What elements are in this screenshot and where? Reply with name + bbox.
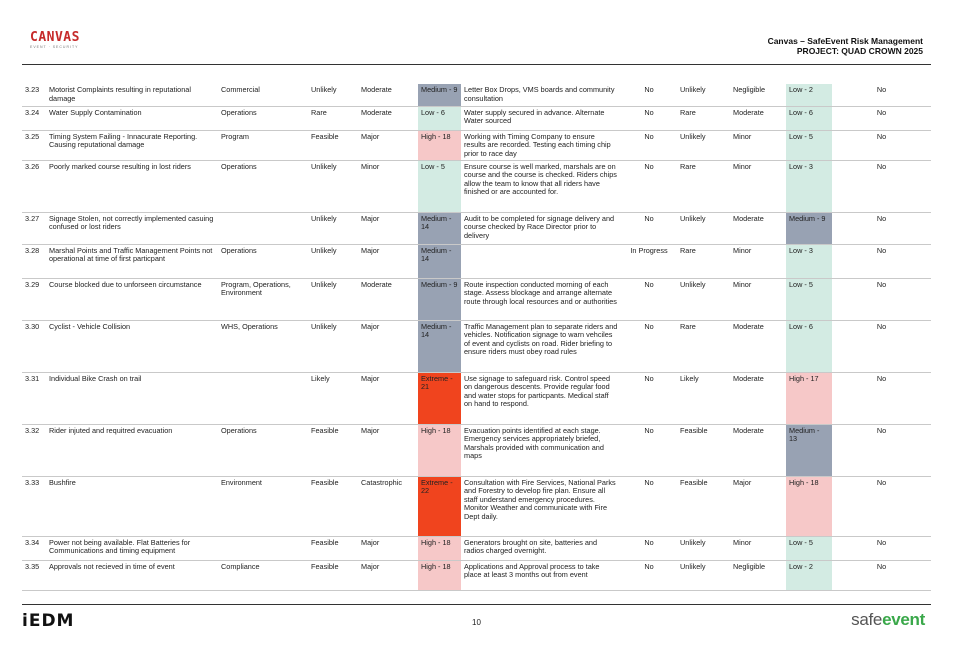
row-id: 3.24 bbox=[22, 106, 46, 130]
residual-rating: Low - 5 bbox=[786, 536, 832, 560]
residual-likelihood: Feasible bbox=[677, 476, 730, 536]
residual-likelihood: Rare bbox=[677, 106, 730, 130]
inherent-rating: Extreme - 21 bbox=[418, 372, 461, 424]
consequence: Moderate bbox=[358, 278, 418, 320]
further-action: In Progress bbox=[621, 244, 677, 278]
residual-consequence: Minor bbox=[730, 130, 786, 160]
further-action: No bbox=[621, 212, 677, 244]
likelihood: Unlikely bbox=[308, 278, 358, 320]
table-row bbox=[22, 106, 931, 130]
residual-likelihood: Unlikely bbox=[677, 130, 730, 160]
consequence: Moderate bbox=[358, 84, 418, 106]
further-action: No bbox=[621, 424, 677, 476]
accepted: No bbox=[832, 84, 931, 106]
inherent-rating: High - 18 bbox=[418, 560, 461, 590]
risk-description: Cyclist - Vehicle Collision bbox=[46, 320, 218, 372]
control-measures: Evacuation points identified at each stage. Emergency services appropriately briefed, Marshals provided with communication and maps bbox=[461, 424, 621, 476]
residual-rating: Low - 6 bbox=[786, 320, 832, 372]
risk-category: Operations bbox=[218, 424, 308, 476]
row-id: 3.28 bbox=[22, 244, 46, 278]
likelihood: Feasible bbox=[308, 560, 358, 590]
consequence: Major bbox=[358, 244, 418, 278]
row-id: 3.29 bbox=[22, 278, 46, 320]
accepted: No bbox=[832, 160, 931, 212]
risk-description: Signage Stolen, not correctly implemented casuing confused or lost riders bbox=[46, 212, 218, 244]
risk-category: Operations bbox=[218, 106, 308, 130]
likelihood: Unlikely bbox=[308, 84, 358, 106]
control-measures: Use signage to safeguard risk. Control speed on dangerous descents. Provide regular food and water stops for particpants. Medical staff on hand to respond. bbox=[461, 372, 621, 424]
table-row bbox=[22, 320, 931, 372]
inherent-rating: Low - 6 bbox=[418, 106, 461, 130]
likelihood: Unlikely bbox=[308, 320, 358, 372]
likelihood: Feasible bbox=[308, 424, 358, 476]
control-measures: Applications and Approval process to take place at least 3 months out from event bbox=[461, 560, 621, 590]
risk-category: Compliance bbox=[218, 560, 308, 590]
consequence: Major bbox=[358, 212, 418, 244]
accepted: No bbox=[832, 278, 931, 320]
accepted: No bbox=[832, 106, 931, 130]
consequence: Major bbox=[358, 560, 418, 590]
likelihood: Feasible bbox=[308, 130, 358, 160]
residual-rating: High - 17 bbox=[786, 372, 832, 424]
table-row bbox=[22, 560, 931, 590]
likelihood: Unlikely bbox=[308, 244, 358, 278]
footer-divider bbox=[22, 604, 931, 605]
residual-consequence: Minor bbox=[730, 244, 786, 278]
accepted: No bbox=[832, 320, 931, 372]
risk-description: Timing System Failing - Innacurate Reporting. Causing reputational damage bbox=[46, 130, 218, 160]
likelihood: Unlikely bbox=[308, 212, 358, 244]
risk-category: Operations bbox=[218, 244, 308, 278]
residual-rating: Low - 6 bbox=[786, 106, 832, 130]
table-row bbox=[22, 160, 931, 212]
residual-likelihood: Unlikely bbox=[677, 278, 730, 320]
residual-rating: Low - 2 bbox=[786, 84, 832, 106]
row-id: 3.23 bbox=[22, 84, 46, 106]
risk-category bbox=[218, 536, 308, 560]
accepted: No bbox=[832, 130, 931, 160]
brand-part-event: event bbox=[882, 610, 925, 629]
table-row bbox=[22, 278, 931, 320]
risk-description: Poorly marked course resulting in lost riders bbox=[46, 160, 218, 212]
residual-rating: Low - 2 bbox=[786, 560, 832, 590]
residual-likelihood: Rare bbox=[677, 244, 730, 278]
logo-text: CANVAS bbox=[30, 30, 80, 45]
risk-description: Individual Bike Crash on trail bbox=[46, 372, 218, 424]
likelihood: Feasible bbox=[308, 536, 358, 560]
consequence: Major bbox=[358, 424, 418, 476]
residual-rating: Low - 3 bbox=[786, 160, 832, 212]
risk-category: Program, Operations, Environment bbox=[218, 278, 308, 320]
risk-category bbox=[218, 212, 308, 244]
iedm-logo: iEDM bbox=[22, 611, 75, 631]
inherent-rating: High - 18 bbox=[418, 424, 461, 476]
residual-likelihood: Feasible bbox=[677, 424, 730, 476]
control-measures: Traffic Management plan to separate riders and vehicles. Notification signage to warn vehciles of event and cyclists on road. Rider briefing to ensure riders must obey road rules bbox=[461, 320, 621, 372]
further-action: No bbox=[621, 278, 677, 320]
page-number: 10 bbox=[472, 618, 481, 627]
consequence: Minor bbox=[358, 160, 418, 212]
further-action: No bbox=[621, 130, 677, 160]
likelihood: Feasible bbox=[308, 476, 358, 536]
residual-likelihood: Unlikely bbox=[677, 560, 730, 590]
risk-category: Operations bbox=[218, 160, 308, 212]
risk-category bbox=[218, 372, 308, 424]
inherent-rating: Medium - 14 bbox=[418, 320, 461, 372]
further-action: No bbox=[621, 476, 677, 536]
residual-consequence: Minor bbox=[730, 278, 786, 320]
risk-register-table bbox=[22, 84, 931, 591]
row-id: 3.26 bbox=[22, 160, 46, 212]
header-divider bbox=[22, 64, 931, 65]
table-row bbox=[22, 244, 931, 278]
table-row bbox=[22, 476, 931, 536]
residual-likelihood: Unlikely bbox=[677, 212, 730, 244]
accepted: No bbox=[832, 536, 931, 560]
risk-description: Bushfire bbox=[46, 476, 218, 536]
table-row bbox=[22, 84, 931, 106]
accepted: No bbox=[832, 372, 931, 424]
risk-description: Power not being available. Flat Batteries for Communications and timing equipment bbox=[46, 536, 218, 560]
accepted: No bbox=[832, 424, 931, 476]
further-action: No bbox=[621, 160, 677, 212]
risk-description: Course blocked due to unforseen circumstance bbox=[46, 278, 218, 320]
residual-likelihood: Unlikely bbox=[677, 84, 730, 106]
document-title: Canvas – SafeEvent Risk Management bbox=[767, 36, 923, 46]
project-title: PROJECT: QUAD CROWN 2025 bbox=[796, 46, 923, 56]
residual-rating: Low - 3 bbox=[786, 244, 832, 278]
page-header bbox=[0, 0, 953, 66]
canvas-logo bbox=[30, 31, 80, 49]
further-action: No bbox=[621, 536, 677, 560]
risk-description: Rider injuted and requitred evacuation bbox=[46, 424, 218, 476]
risk-description: Water Supply Contamination bbox=[46, 106, 218, 130]
control-measures: Audit to be completed for signage delivery and course checked by Race Director prior to delivery bbox=[461, 212, 621, 244]
risk-category: Environment bbox=[218, 476, 308, 536]
residual-consequence: Negligible bbox=[730, 84, 786, 106]
residual-consequence: Moderate bbox=[730, 372, 786, 424]
risk-description: Motorist Complaints resulting in reputational damage bbox=[46, 84, 218, 106]
risk-category: Commercial bbox=[218, 84, 308, 106]
inherent-rating: High - 18 bbox=[418, 536, 461, 560]
inherent-rating: Medium - 14 bbox=[418, 244, 461, 278]
likelihood: Likely bbox=[308, 372, 358, 424]
further-action: No bbox=[621, 560, 677, 590]
row-id: 3.34 bbox=[22, 536, 46, 560]
row-id: 3.25 bbox=[22, 130, 46, 160]
inherent-rating: Medium - 14 bbox=[418, 212, 461, 244]
table-row bbox=[22, 130, 931, 160]
residual-consequence: Minor bbox=[730, 536, 786, 560]
consequence: Major bbox=[358, 372, 418, 424]
table-row bbox=[22, 212, 931, 244]
inherent-rating: High - 18 bbox=[418, 130, 461, 160]
row-id: 3.27 bbox=[22, 212, 46, 244]
accepted: No bbox=[832, 212, 931, 244]
control-measures bbox=[461, 244, 621, 278]
safeevent-logo bbox=[851, 610, 925, 630]
consequence: Catastrophic bbox=[358, 476, 418, 536]
likelihood: Rare bbox=[308, 106, 358, 130]
residual-likelihood: Unlikely bbox=[677, 536, 730, 560]
further-action: No bbox=[621, 84, 677, 106]
control-measures: Consultation with Fire Services, National Parks and Forestry to develop fire plan. Ensure all staff understand emergency procedures. Monitor Weather and communicate with Fire Dept daily. bbox=[461, 476, 621, 536]
accepted: No bbox=[832, 244, 931, 278]
accepted: No bbox=[832, 560, 931, 590]
brand-part-safe: safe bbox=[851, 610, 883, 629]
risk-category: WHS, Operations bbox=[218, 320, 308, 372]
residual-consequence: Minor bbox=[730, 160, 786, 212]
risk-description: Marshal Points and Traffic Management Points not operational at time of first particpant bbox=[46, 244, 218, 278]
further-action: No bbox=[621, 372, 677, 424]
residual-likelihood: Rare bbox=[677, 320, 730, 372]
inherent-rating: Extreme - 22 bbox=[418, 476, 461, 536]
residual-consequence: Moderate bbox=[730, 320, 786, 372]
control-measures: Working with Timing Company to ensure results are recorded. Testing each timing chip prior to race day bbox=[461, 130, 621, 160]
residual-consequence: Moderate bbox=[730, 212, 786, 244]
control-measures: Letter Box Drops, VMS boards and community consultation bbox=[461, 84, 621, 106]
residual-rating: Medium - 9 bbox=[786, 212, 832, 244]
inherent-rating: Low - 5 bbox=[418, 160, 461, 212]
inherent-rating: Medium - 9 bbox=[418, 84, 461, 106]
likelihood: Unlikely bbox=[308, 160, 358, 212]
row-id: 3.32 bbox=[22, 424, 46, 476]
consequence: Major bbox=[358, 320, 418, 372]
control-measures: Ensure course is well marked, marshals are on course and the course is checked. Riders chips allow the team to know that all riders have finished or are accounted for. bbox=[461, 160, 621, 212]
row-id: 3.33 bbox=[22, 476, 46, 536]
inherent-rating: Medium - 9 bbox=[418, 278, 461, 320]
residual-likelihood: Rare bbox=[677, 160, 730, 212]
residual-consequence: Moderate bbox=[730, 106, 786, 130]
further-action: No bbox=[621, 106, 677, 130]
residual-rating: High - 18 bbox=[786, 476, 832, 536]
table-row bbox=[22, 424, 931, 476]
header-titles bbox=[768, 36, 923, 56]
control-measures: Generators brought on site, batteries and radios charged overnight. bbox=[461, 536, 621, 560]
table-row bbox=[22, 536, 931, 560]
further-action: No bbox=[621, 320, 677, 372]
residual-rating: Low - 5 bbox=[786, 130, 832, 160]
table-row bbox=[22, 372, 931, 424]
risk-description: Approvals not recieved in time of event bbox=[46, 560, 218, 590]
row-id: 3.30 bbox=[22, 320, 46, 372]
risk-category: Program bbox=[218, 130, 308, 160]
consequence: Moderate bbox=[358, 106, 418, 130]
residual-consequence: Moderate bbox=[730, 424, 786, 476]
row-id: 3.35 bbox=[22, 560, 46, 590]
control-measures: Route inspection conducted morning of each stage. Assess blockage and arrange alternate route through local resources and or authorities bbox=[461, 278, 621, 320]
residual-consequence: Major bbox=[730, 476, 786, 536]
accepted: No bbox=[832, 476, 931, 536]
consequence: Major bbox=[358, 130, 418, 160]
residual-likelihood: Likely bbox=[677, 372, 730, 424]
residual-consequence: Negligible bbox=[730, 560, 786, 590]
row-id: 3.31 bbox=[22, 372, 46, 424]
logo-subtext: EVENT · SECURITY bbox=[30, 45, 79, 49]
residual-rating: Medium - 13 bbox=[786, 424, 832, 476]
control-measures: Water supply secured in advance. Alternate Water sourced bbox=[461, 106, 621, 130]
consequence: Major bbox=[358, 536, 418, 560]
residual-rating: Low - 5 bbox=[786, 278, 832, 320]
